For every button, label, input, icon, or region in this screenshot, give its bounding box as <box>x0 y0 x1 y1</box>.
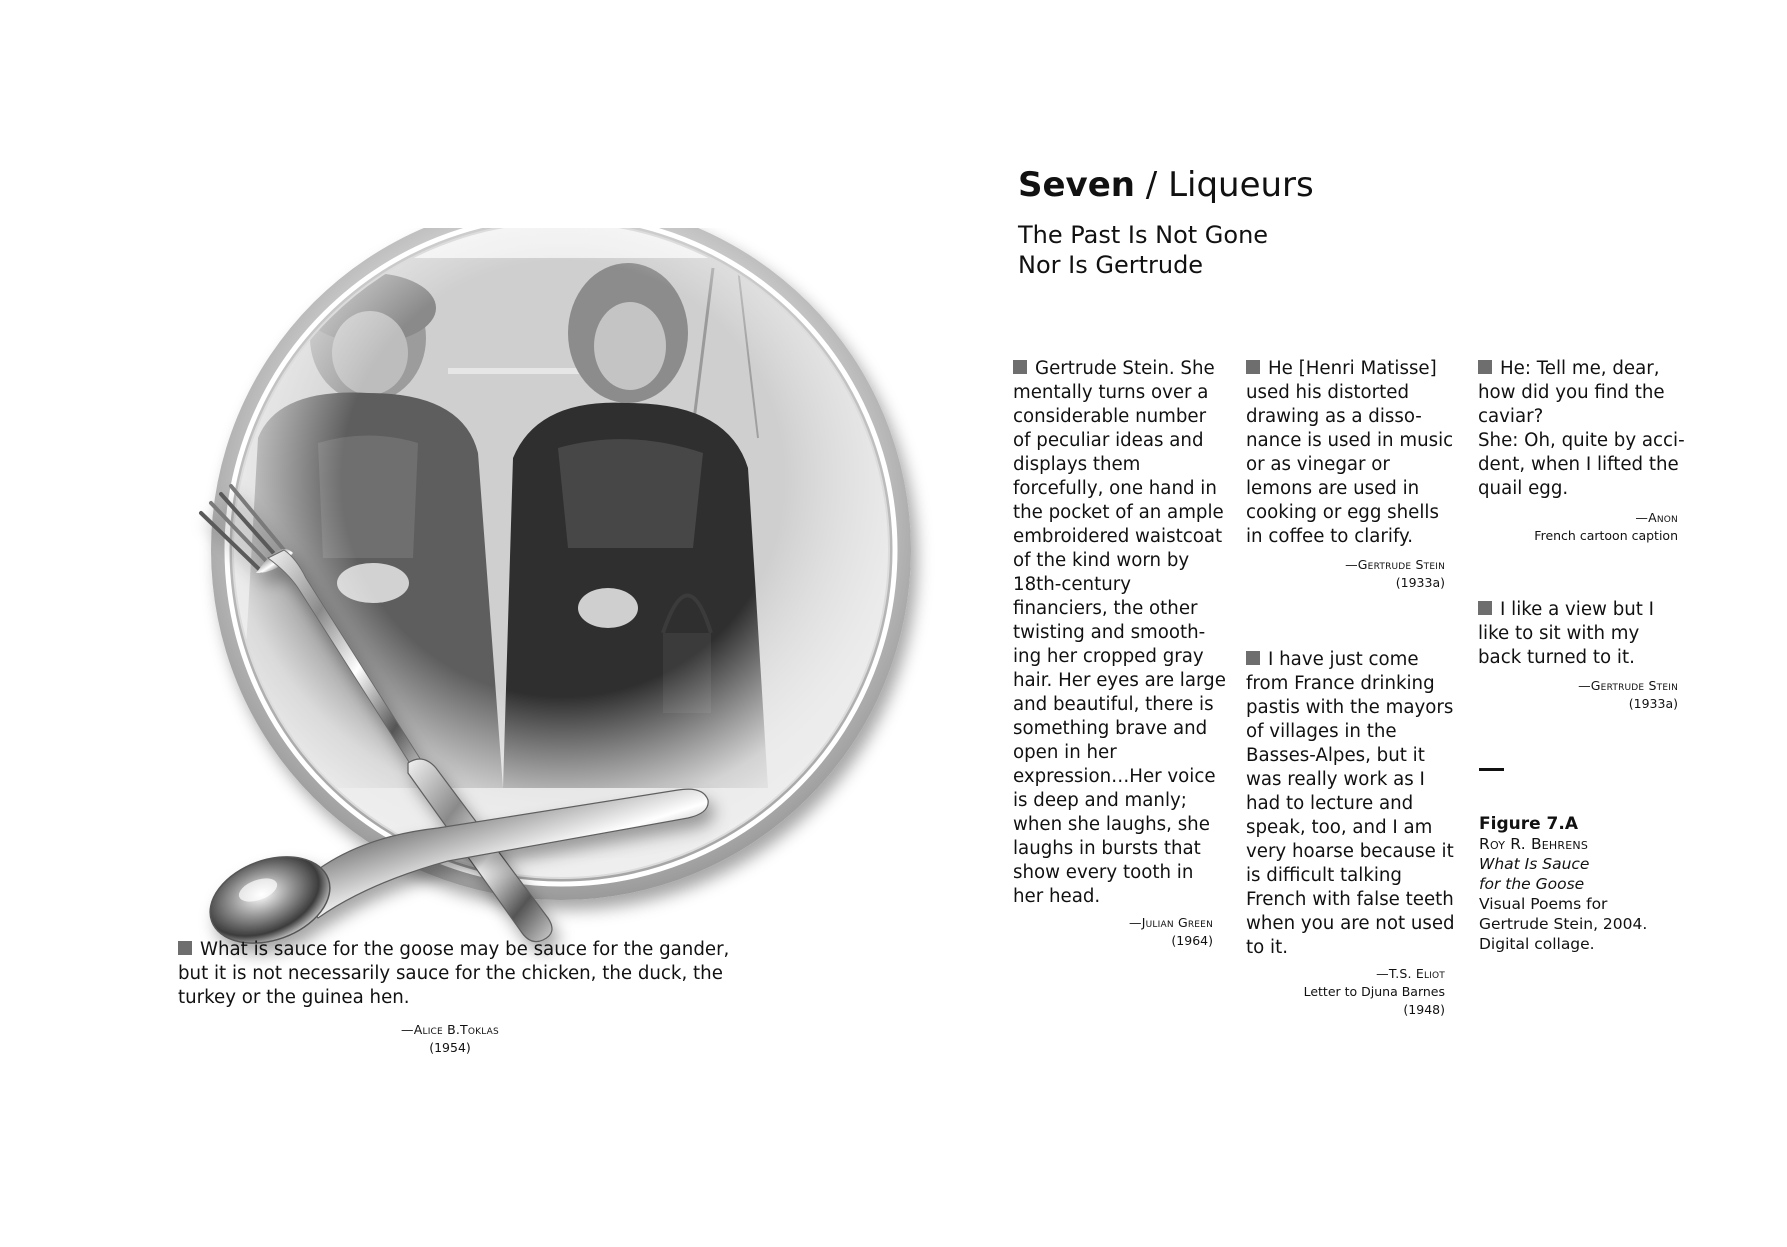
quote-text: He [Henri Matisse] used his distorted drawing as a disso-nance is used in music or as vinegar or lemons are used in cooking or egg shells in coffee to clarify. <box>1246 358 1454 547</box>
quote-line-2: She: Oh, quite by acci-dent, when I lifted the quail egg. <box>1478 430 1685 499</box>
quote-julian-green <box>1013 357 1228 909</box>
figure-artist: Roy R. Behrens <box>1479 835 1589 853</box>
quote-text: What is sauce for the goose may be sauce for the gander, but it is not necessarily sauce for the chicken, the duck, the turkey or the guinea hen. <box>178 939 730 1008</box>
figure-title-line-1: What Is Sauce <box>1479 855 1590 873</box>
quote-year: (1964) <box>1171 933 1213 948</box>
quote-year: (1933a) <box>1628 696 1678 711</box>
quote-text: I have just come from France drinking pastis with the mayors of villages in the Basses-Alpes, but it was really work as I had to lecture and speak, too, and I am very hoarse because it is difficult talking French with false teeth when you are not used to it. <box>1246 649 1455 958</box>
quote-author: —Alice B.Toklas <box>401 1022 499 1037</box>
bullet-square-icon <box>1013 360 1027 374</box>
quote-text: Gertrude Stein. She mentally turns over a considerable number of peculiar ideas and displays them forcefully, one hand in the pocket of an ample embroidered waistcoat of the kind worn by 18th-century financiers, the other twisting and smooth-ing her cropped gray hair. Her eyes are large and beautiful, there is something brave and open in her expression…Her voice is deep and manly; when she laughs, she laughs in bursts that show every tooth in her head. <box>1013 358 1226 907</box>
quote-year: (1954) <box>429 1040 471 1055</box>
figure-line-2: Gertrude Stein, 2004. <box>1479 915 1648 933</box>
quote-attribution <box>1013 914 1213 950</box>
quote-stein-view <box>1478 598 1688 670</box>
quote-stein-matisse <box>1246 357 1456 549</box>
quote-author: —Gertrude Stein <box>1578 678 1678 693</box>
quote-attribution <box>300 1021 600 1057</box>
quote-ts-eliot <box>1246 648 1456 960</box>
quote-author: —T.S. Eliot <box>1376 966 1445 981</box>
quote-line-1: He: Tell me, dear, how did you find the caviar? <box>1478 358 1665 427</box>
heading-separator: / <box>1134 165 1169 205</box>
figure-line-3: Digital collage. <box>1479 935 1595 953</box>
bullet-square-icon <box>178 941 192 955</box>
chapter-subtitle <box>1018 220 1268 280</box>
quote-source: Letter to Djuna Barnes <box>1303 984 1445 999</box>
quote-author: —Gertrude Stein <box>1345 557 1445 572</box>
figure-caption <box>1479 814 1679 954</box>
subtitle-line-1: The Past Is Not Gone <box>1018 221 1269 249</box>
quote-year: (1948) <box>1403 1002 1445 1017</box>
quote-alice-toklas <box>178 938 758 1010</box>
bullet-square-icon <box>1246 651 1260 665</box>
chapter-heading <box>1018 165 1314 205</box>
quote-attribution <box>1478 509 1678 545</box>
quote-year: (1933a) <box>1395 575 1445 590</box>
quote-source: French cartoon caption <box>1534 528 1678 543</box>
chapter-number: Seven <box>1018 165 1135 205</box>
figure-title-line-2: for the Goose <box>1479 875 1585 893</box>
quote-anon <box>1478 357 1688 501</box>
section-divider <box>1479 768 1504 771</box>
quote-attribution <box>1246 556 1445 592</box>
bullet-square-icon <box>1478 360 1492 374</box>
quote-text: I like a view but I like to sit with my back turned to it. <box>1478 599 1655 668</box>
bullet-square-icon <box>1478 601 1492 615</box>
figure-line-1: Visual Poems for <box>1479 895 1608 913</box>
bullet-square-icon <box>1246 360 1260 374</box>
quote-attribution <box>1246 965 1445 1019</box>
figure-label: Figure 7.A <box>1479 814 1578 834</box>
quote-attribution <box>1478 677 1678 713</box>
quote-author: —Anon <box>1635 510 1678 525</box>
quote-author: —Julian Green <box>1129 915 1213 930</box>
subtitle-line-2: Nor Is Gertrude <box>1018 251 1204 279</box>
chapter-title: Liqueurs <box>1168 165 1314 205</box>
